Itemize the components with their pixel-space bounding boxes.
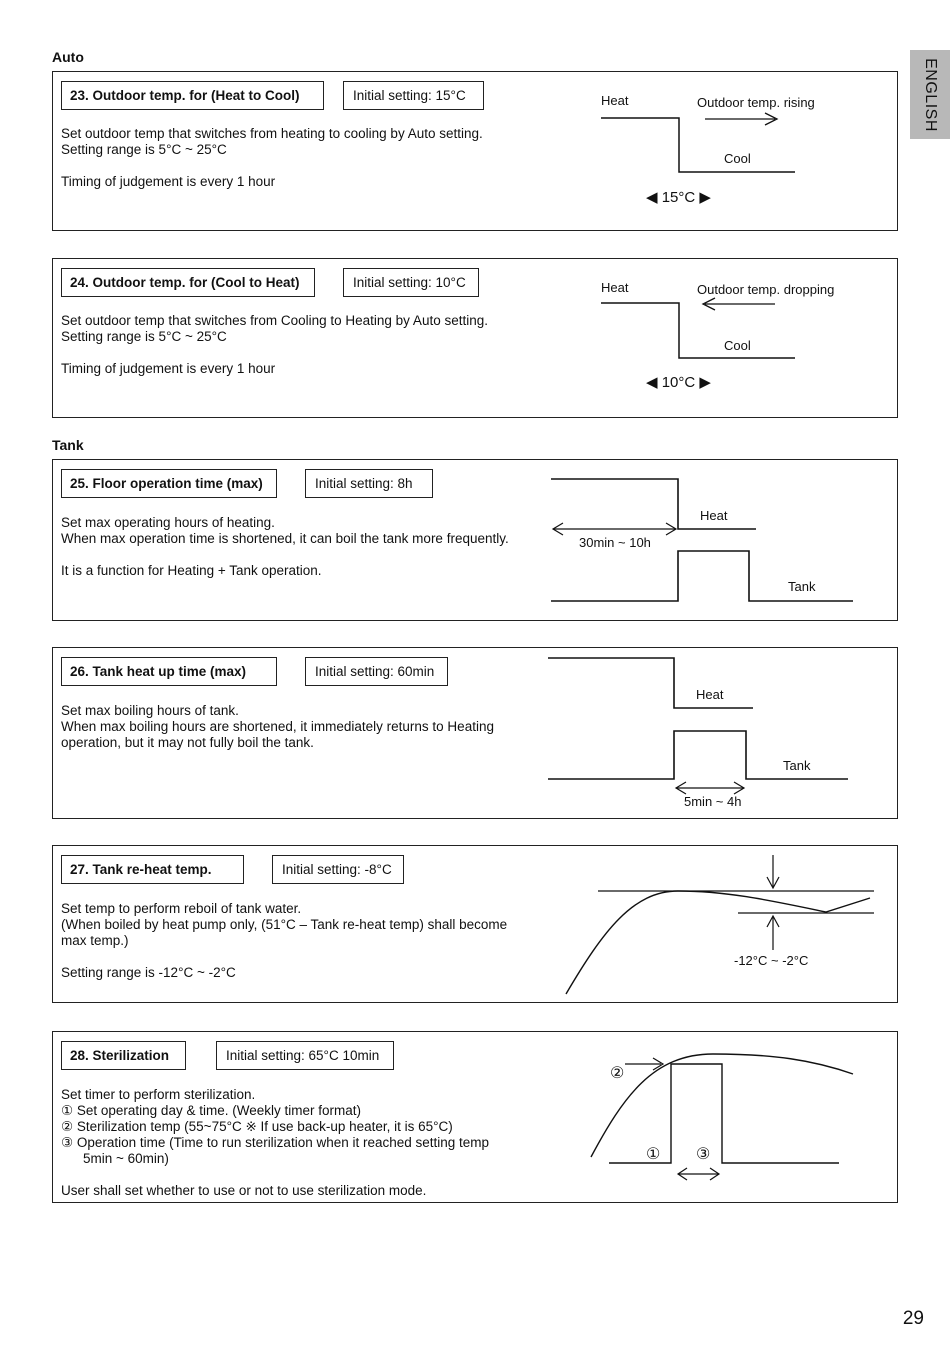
panel-title: 27. Tank re-heat temp. (61, 855, 244, 884)
setting-panel-26 (52, 647, 898, 819)
description-line: operation, but it may not fully boil the tank. (61, 735, 314, 750)
description-line: Setting range is -12°C ~ -2°C (61, 965, 236, 980)
reheat-temp-diagram (558, 846, 888, 1001)
marker-2: ② (610, 1065, 625, 1082)
setting-panel-23 (52, 71, 898, 231)
initial-setting: Initial setting: 8h (305, 469, 433, 498)
range-label: 30min ~ 10h (579, 535, 651, 550)
panel-title: 26. Tank heat up time (max) (61, 657, 277, 686)
panel-description (61, 515, 509, 579)
heat-label: Heat (700, 508, 728, 523)
sterilization-pulse (609, 1064, 839, 1163)
page-number: 29 (902, 1308, 924, 1329)
initial-setting: Initial setting: 65°C 10min (216, 1041, 394, 1070)
description-line: It is a function for Heating + Tank operation. (61, 563, 322, 578)
panel-title: 24. Outdoor temp. for (Cool to Heat) (61, 268, 315, 297)
description-line: When max operation time is shortened, it can boil the tank more frequently. (61, 531, 509, 546)
heat-to-cool-diagram (593, 82, 893, 212)
language-tab (910, 50, 950, 139)
arrow-label: Outdoor temp. rising (697, 95, 815, 110)
section-heading-tank: Tank (52, 437, 84, 453)
item-marker: ③ (61, 1135, 74, 1150)
setting-panel-24 (52, 258, 898, 418)
setting-panel-25 (52, 459, 898, 621)
description-line: Timing of judgement is every 1 hour (61, 174, 276, 189)
tank-label: Tank (783, 758, 811, 773)
description-line: Timing of judgement is every 1 hour (61, 361, 276, 376)
marker-3: ③ (696, 1146, 711, 1163)
panel-description (61, 1087, 489, 1199)
list-item (61, 1103, 489, 1119)
panel-description (61, 126, 483, 190)
panel-title: 28. Sterilization (61, 1041, 186, 1070)
description-line: Set outdoor temp that switches from heating to cooling by Auto setting. (61, 126, 483, 141)
description-line: When max boiling hours are shortened, it immediately returns to Heating (61, 719, 494, 734)
description-line: Setting range is 5°C ~ 25°C (61, 142, 227, 157)
description-line: Set timer to perform sterilization. (61, 1087, 256, 1102)
range-label: -12°C ~ -2°C (734, 953, 809, 968)
description-line: Set outdoor temp that switches from Cooling to Heating by Auto setting. (61, 313, 488, 328)
description-line: Set max boiling hours of tank. (61, 703, 239, 718)
panel-description (61, 901, 507, 981)
panel-description (61, 313, 488, 377)
heat-label: Heat (696, 687, 724, 702)
range-label: 5min ~ 4h (684, 794, 742, 809)
item-text: Operation time (Time to run sterilization when it reached setting temp (76, 1135, 490, 1150)
tank-label: Tank (788, 579, 816, 594)
list-item (61, 1135, 489, 1151)
description-line: Setting range is 5°C ~ 25°C (61, 329, 227, 344)
item-text: Set operating day & time. (Weekly timer format) (76, 1103, 361, 1118)
initial-setting: Initial setting: 60min (305, 657, 448, 686)
language-tab-label: ENGLISH (922, 57, 939, 132)
cool-label: Cool (724, 338, 751, 353)
setting-panel-28 (52, 1031, 898, 1203)
description-line: Set max operating hours of heating. (61, 515, 275, 530)
description-line: (When boiled by heat pump only, (51°C – Tank re-heat temp) shall become (61, 917, 508, 932)
description-line: Set temp to perform reboil of tank water. (61, 901, 302, 916)
section-heading-auto: Auto (52, 49, 84, 65)
panel-title: 23. Outdoor temp. for (Heat to Cool) (61, 81, 324, 110)
description-line: 5min ~ 60min) (83, 1151, 169, 1166)
heat-label: Heat (601, 280, 629, 295)
item-text: Sterilization temp (55~75°C ※ If use back-up heater, it is 65°C) (76, 1119, 453, 1134)
threshold-value: ◀ 15°C ▶ (646, 189, 711, 206)
marker-1: ① (646, 1146, 661, 1163)
switch-curve (601, 118, 795, 172)
switch-curve (601, 303, 795, 358)
cool-to-heat-diagram (593, 269, 898, 399)
initial-setting: Initial setting: 10°C (343, 268, 479, 297)
cool-label: Cool (724, 151, 751, 166)
threshold-value: ◀ 10°C ▶ (646, 374, 711, 391)
panel-title: 25. Floor operation time (max) (61, 469, 277, 498)
sterilization-diagram (583, 1032, 893, 1197)
list-item (61, 1119, 489, 1135)
tank-temp-curve (566, 891, 870, 994)
description-line: User shall set whether to use or not to use sterilization mode. (61, 1183, 427, 1198)
floor-time-diagram (543, 460, 863, 620)
tank-time-diagram (543, 648, 863, 816)
initial-setting: Initial setting: 15°C (343, 81, 484, 110)
description-line: max temp.) (61, 933, 129, 948)
panel-description (61, 703, 494, 751)
heat-label: Heat (601, 93, 629, 108)
setting-panel-27 (52, 845, 898, 1003)
item-marker: ② (61, 1119, 74, 1134)
arrow-label: Outdoor temp. dropping (697, 282, 835, 297)
initial-setting: Initial setting: -8°C (272, 855, 404, 884)
item-marker: ① (61, 1103, 74, 1118)
